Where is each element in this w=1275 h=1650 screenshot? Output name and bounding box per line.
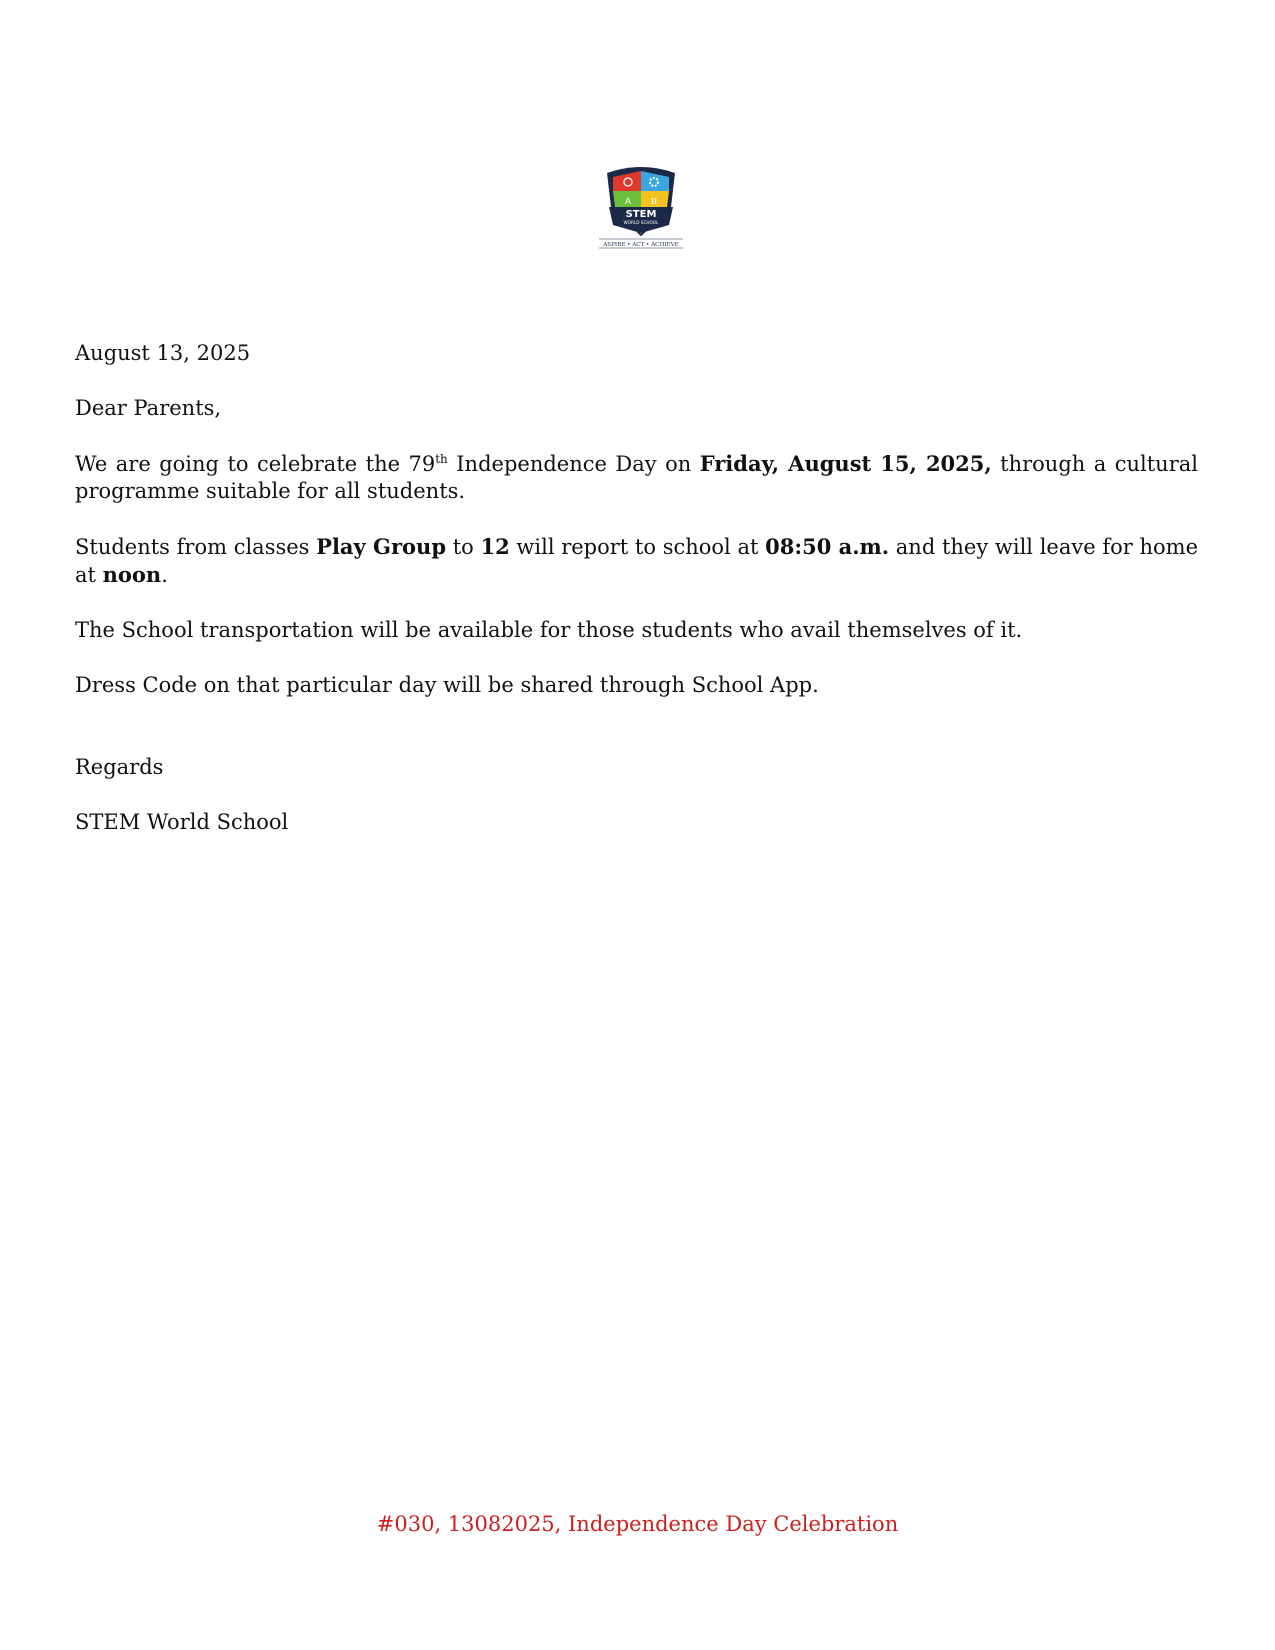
logo-name: STEM [625, 209, 657, 220]
svg-text:A: A [624, 197, 632, 207]
event-date: Friday, August 15, 2025, [699, 451, 992, 476]
paragraph-celebration: We are going to celebrate the 79th Independence Day on Friday, August 15, 2025, through a cultural programme suitable for all students. [75, 451, 1198, 503]
report-time: 08:50 a.m. [765, 534, 890, 559]
logo-subname: WORLD SCHOOL [623, 220, 659, 225]
paragraph-dress-code: Dress Code on that particular day will be shared through School App. [75, 673, 819, 697]
letter-body [75, 340, 1198, 864]
signature: STEM World School [75, 810, 289, 834]
leave-time: noon [102, 562, 162, 587]
footer-reference: #030, 13082025, Independence Day Celebration [376, 1512, 899, 1536]
logo-motto: ASPIRE • ACT • ACHIEVE [603, 242, 679, 248]
paragraph-transport: The School transportation will be available for those students who avail themselves of it. [75, 618, 1023, 642]
letter-date: August 13, 2025 [75, 341, 251, 365]
salutation: Dear Parents, [75, 396, 222, 420]
school-logo [599, 163, 683, 253]
closing: Regards [75, 755, 164, 779]
svg-text:π: π [650, 196, 658, 207]
paragraph-timing: Students from classes Play Group to 12 will report to school at 08:50 a.m. and they will leave for home at noon. [75, 534, 1199, 587]
